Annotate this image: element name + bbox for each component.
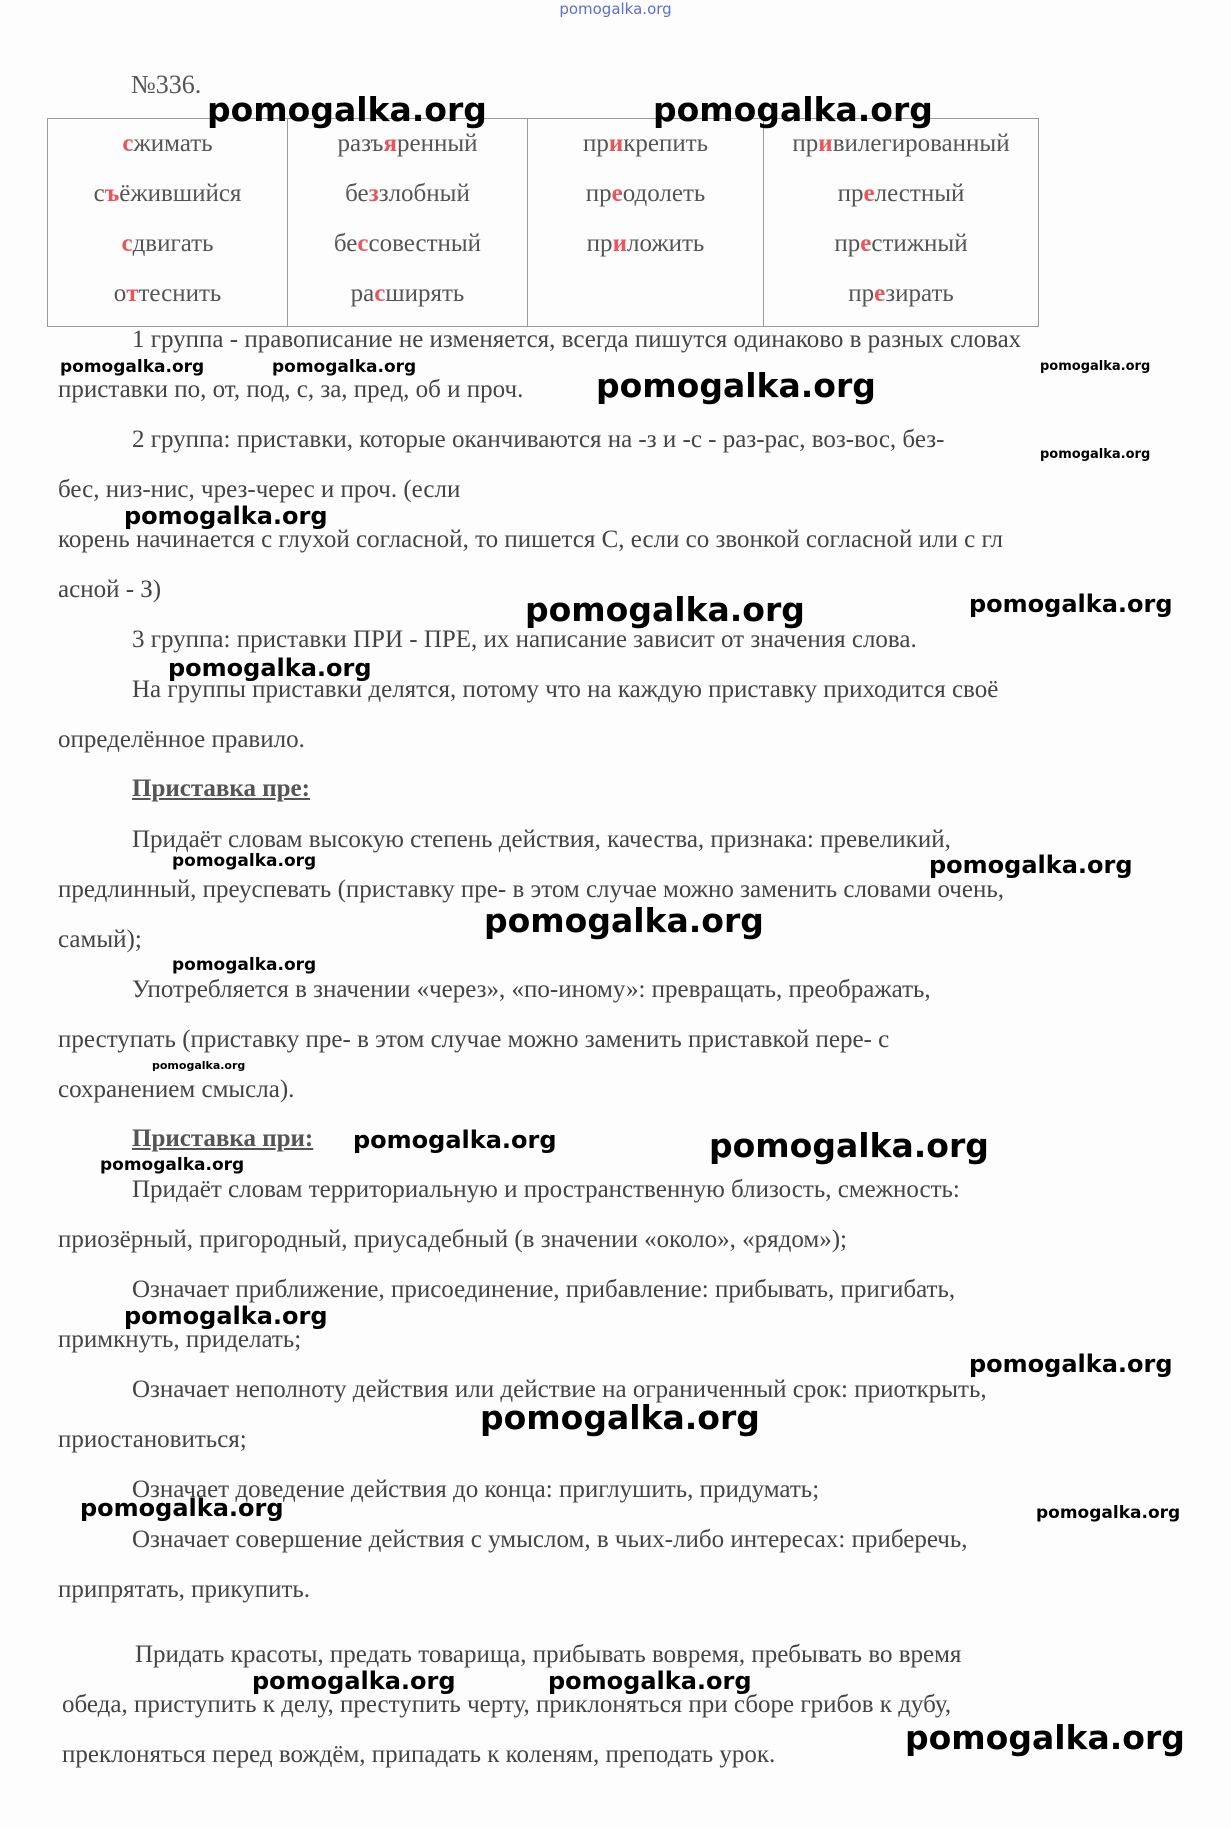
text-line: бес, низ-нис, чрез-черес и проч. (если — [58, 476, 461, 503]
table-word: привилегированный — [792, 130, 1010, 157]
watermark: pomogalka.org — [969, 1350, 1173, 1378]
text-line: Означает доведение действия до конца: приглушить, придумать; — [132, 1476, 820, 1503]
watermark: pomogalka.org — [168, 654, 372, 682]
text-line: определённое правило. — [58, 726, 305, 753]
exercise-number: №336. — [131, 70, 202, 99]
watermark: pomogalka.org — [596, 366, 876, 405]
table-column-2 — [288, 119, 528, 327]
table-column-3 — [528, 119, 764, 327]
text-line: припрятать, прикупить. — [58, 1576, 311, 1603]
text-line: Придаёт словам высокую степень действия, качества, признака: превеликий, — [132, 826, 951, 853]
text-line: приозёрный, пригородный, приусадебный (в значении «около», «рядом»); — [58, 1226, 847, 1253]
watermark: pomogalka.org — [548, 1667, 752, 1695]
text-line: самый); — [58, 926, 142, 953]
text-line: предлинный, преуспевать (приставку пре- в этом случае можно заменить словами очень, — [58, 876, 1005, 903]
table-word: приложить — [586, 230, 705, 257]
table-word: беззлобный — [345, 180, 470, 207]
highlighted-letter: с — [121, 230, 133, 257]
text-line: Придать красоты, предать товарища, прибывать вовремя, пребывать во время — [135, 1641, 962, 1668]
text-line: преступать (приставку пре- в этом случае можно заменить приставкой пере- с — [58, 1026, 890, 1053]
watermark: pomogalka.org — [480, 1398, 760, 1437]
table-word: сжимать — [122, 130, 213, 157]
table-word: оттеснить — [113, 280, 222, 307]
text-line: 2 группа: приставки, которые оканчиваются на -з и -с - раз-рас, воз-вос, без- — [132, 426, 945, 453]
table-word: преодолеть — [585, 180, 706, 207]
table-word: бессовестный — [333, 230, 482, 257]
text-line: Означает совершение действия с умыслом, в чьих-либо интересах: приберечь, — [132, 1526, 968, 1553]
table-word: разъяренный — [337, 130, 478, 157]
watermark: pomogalka.org — [353, 1126, 557, 1154]
text-line: сохранением смысла). — [58, 1076, 295, 1103]
text-line: На группы приставки делятся, потому что на каждую приставку приходится своё — [132, 676, 999, 703]
table-word: прелестный — [837, 180, 965, 207]
watermark: pomogalka.org — [1036, 1503, 1181, 1523]
table-word: сдвигать — [121, 230, 214, 257]
watermark: pomogalka.org — [653, 90, 933, 129]
watermark: pomogalka.org — [969, 590, 1173, 618]
table-column-1 — [48, 119, 288, 327]
prefix-table — [47, 118, 1039, 327]
watermark: pomogalka.org — [207, 90, 487, 129]
text-line: корень начинается с глухой согласной, то пишется С, если со звонкой согласной или с гл — [58, 526, 1003, 553]
text-line: 1 группа - правописание не изменяется, всегда пишутся одинаково в разных словах — [132, 326, 1022, 353]
highlighted-letter: е — [611, 180, 623, 207]
watermark: pomogalka.org — [484, 901, 764, 940]
highlighted-letter: е — [860, 230, 872, 257]
highlighted-letter: и — [608, 130, 624, 157]
watermark: pomogalka.org — [709, 1126, 989, 1165]
heading-prefix-pre: Приставка пре: — [132, 775, 310, 802]
site-header[interactable]: pomogalka.org — [559, 0, 672, 18]
table-column-4 — [764, 119, 1039, 327]
watermark: pomogalka.org — [172, 851, 317, 871]
text-line: Употребляется в значении «через», «по-иному»: превращать, преображать, — [132, 976, 931, 1003]
highlighted-letter: е — [863, 180, 875, 207]
text-line: асной - З) — [58, 576, 162, 603]
table-word: престижный — [834, 230, 968, 257]
highlighted-letter: ъ — [104, 180, 120, 207]
watermark: pomogalka.org — [929, 851, 1133, 879]
table-word: съёжившийся — [93, 180, 242, 207]
highlighted-letter: я — [383, 130, 397, 157]
watermark: pomogalka.org — [1040, 359, 1151, 374]
text-line: примкнуть, приделать; — [58, 1326, 302, 1353]
table-word: презирать — [848, 280, 954, 307]
text-line: обеда, приступить к делу, преступить черту, приклоняться при сборе грибов к дубу, — [62, 1691, 952, 1718]
watermark: pomogalka.org — [124, 502, 328, 530]
text-line: Придаёт словам территориальную и пространственную близость, смежность: — [132, 1176, 960, 1203]
heading-prefix-pri: Приставка при: — [132, 1125, 314, 1152]
table-word: прикрепить — [582, 130, 709, 157]
highlighted-letter: е — [874, 280, 886, 307]
text-line: Означает неполноту действия или действие на ограниченный срок: приоткрыть, — [132, 1376, 987, 1403]
text-line: приставки по, от, под, с, за, пред, об и проч. — [58, 376, 524, 403]
text-line: преклоняться перед вождём, припадать к коленям, преподать урок. — [62, 1741, 776, 1768]
text-line: Означает приближение, присоединение, прибавление: прибывать, пригибать, — [132, 1276, 956, 1303]
watermark: pomogalka.org — [100, 1155, 245, 1175]
watermark: pomogalka.org — [60, 357, 205, 377]
text-line: приостановиться; — [58, 1426, 247, 1453]
highlighted-letter: и — [612, 230, 627, 257]
highlighted-letter: т — [126, 280, 139, 307]
highlighted-letter: з — [368, 180, 379, 207]
text-line: 3 группа: приставки ПРИ - ПРЕ, их написание зависит от значения слова. — [132, 626, 917, 653]
watermark: pomogalka.org — [252, 1667, 456, 1695]
highlighted-letter: с — [122, 130, 134, 157]
watermark: pomogalka.org — [525, 590, 805, 629]
watermark: pomogalka.org — [272, 357, 417, 377]
watermark: pomogalka.org — [124, 1302, 328, 1330]
highlighted-letter: с — [374, 280, 386, 307]
watermark: pomogalka.org — [905, 1718, 1185, 1757]
table-word: расширять — [350, 280, 465, 307]
highlighted-letter: и — [818, 130, 833, 157]
watermark: pomogalka.org — [80, 1494, 284, 1522]
watermark: pomogalka.org — [152, 1059, 246, 1072]
highlighted-letter: с — [357, 230, 369, 257]
watermark: pomogalka.org — [1040, 447, 1151, 462]
watermark: pomogalka.org — [172, 955, 317, 975]
